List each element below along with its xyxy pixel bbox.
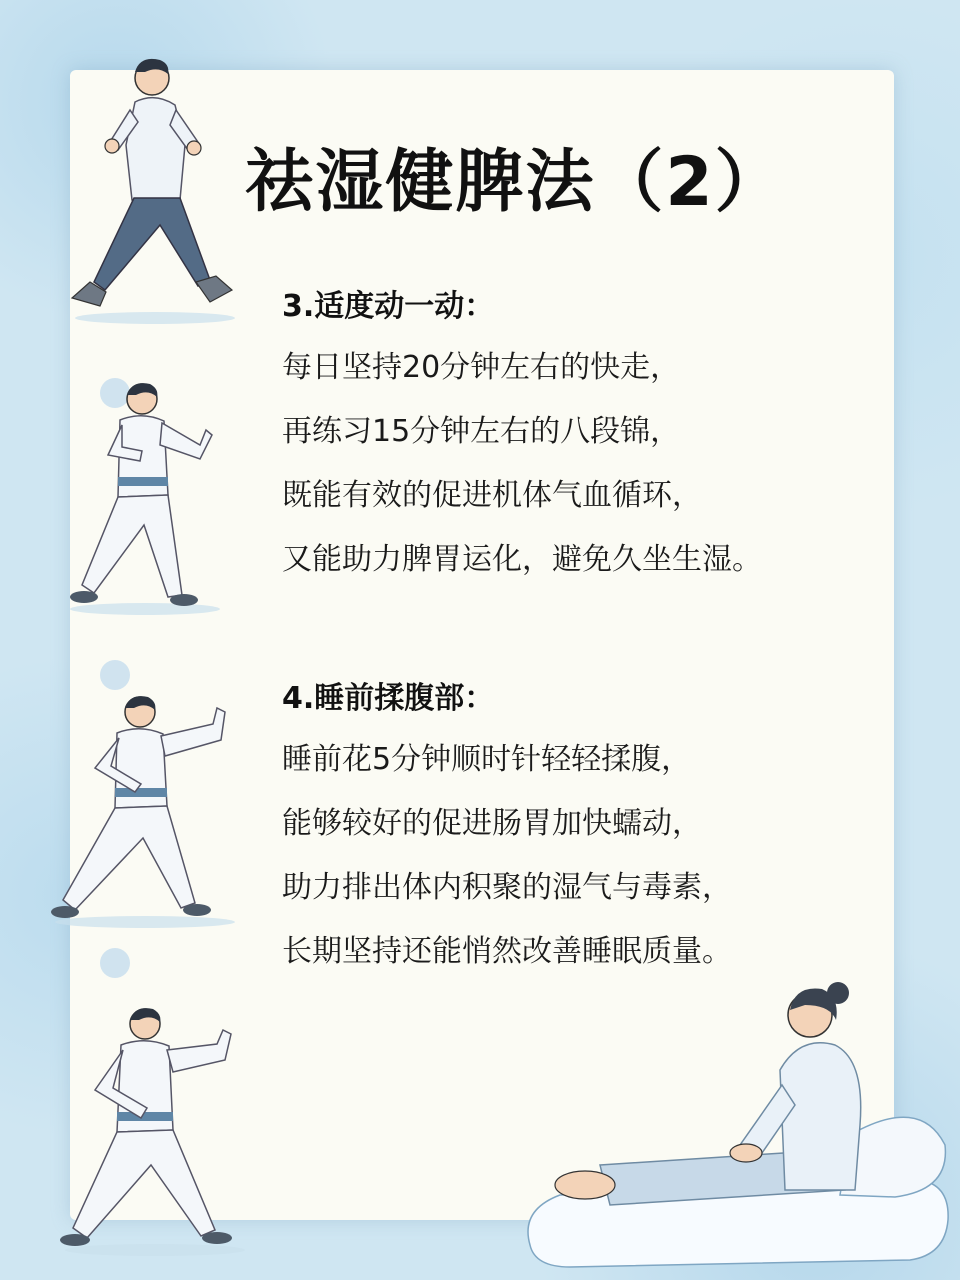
section-line: 能够较好的促进肠胃加快蠕动， (282, 806, 702, 841)
section-line: 再练习15分钟左右的八段锦， (282, 414, 681, 449)
section-line: 每日坚持20分钟左右的快走， (282, 350, 681, 385)
tai-chi-man-illustration (55, 1000, 255, 1260)
decor-dot (100, 948, 130, 978)
section-line: 睡前花5分钟顺时针轻轻揉腹， (282, 742, 692, 777)
section-heading: 3.适度动一动： (282, 289, 495, 324)
resting-woman-illustration (500, 975, 955, 1275)
section-heading: 4.睡前揉腹部： (282, 681, 495, 716)
section-line: 又能助力脾胃运化，避免久坐生湿。 (282, 542, 762, 577)
section-line: 助力排出体内积聚的湿气与毒素， (282, 870, 732, 905)
section-massage (282, 670, 922, 984)
section-line: 既能有效的促进机体气血循环， (282, 478, 702, 513)
decor-dot (100, 660, 130, 690)
tai-chi-man-illustration (45, 688, 245, 933)
tai-chi-man-illustration (60, 375, 230, 620)
walking-man-illustration (60, 50, 260, 330)
section-exercise (282, 278, 922, 592)
section-line: 长期坚持还能悄然改善睡眠质量。 (282, 934, 732, 969)
page-title: 祛湿健脾法（2） (245, 143, 785, 222)
